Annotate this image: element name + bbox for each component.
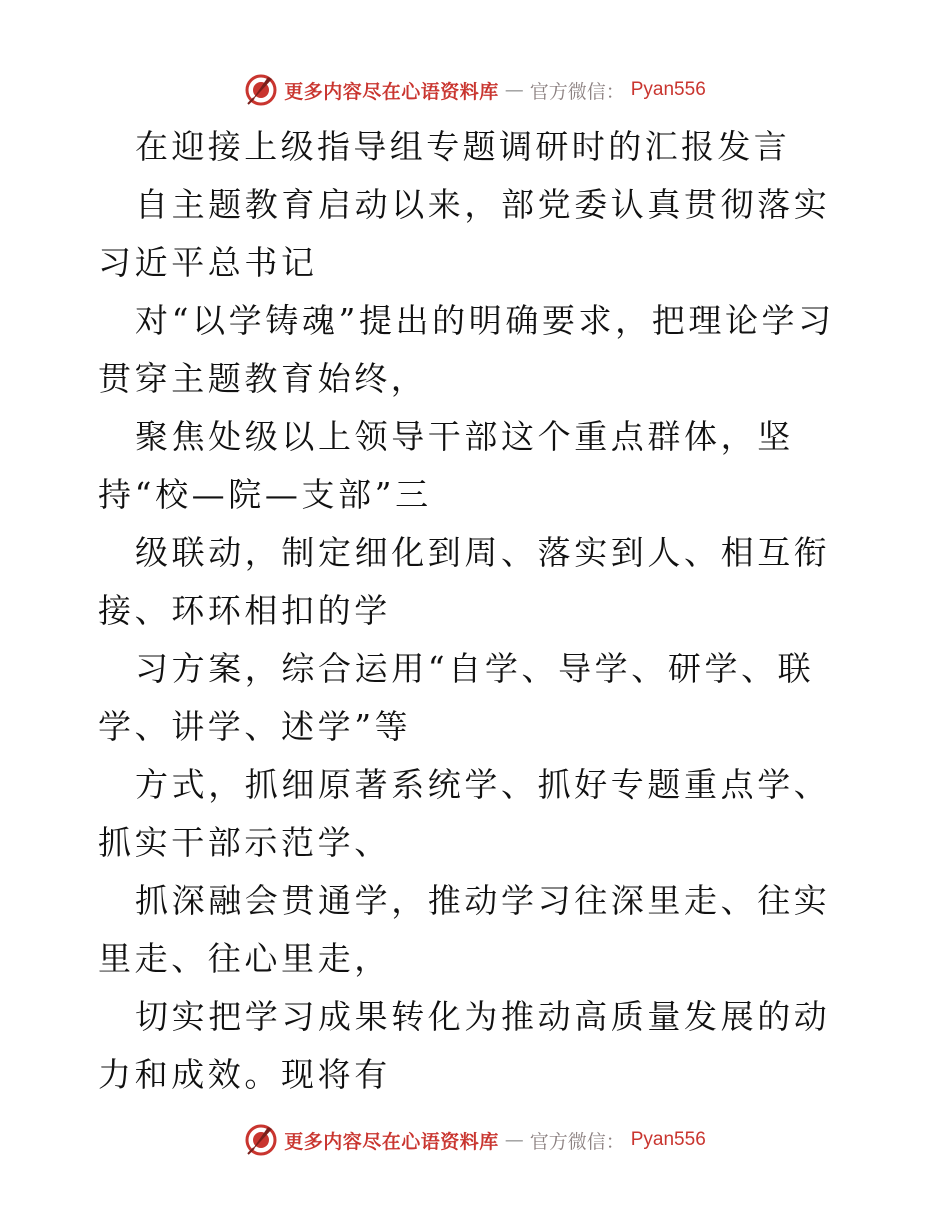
header-official-label: 官方微信：: [529, 80, 625, 103]
footer-wechat-id: Pyan556: [630, 1129, 706, 1150]
paragraph-5: 习方案，综合运用“自学、导学、研学、联学、讲学、述学”等: [98, 649, 815, 746]
document-body: [98, 118, 858, 1104]
header-separator: —: [504, 79, 524, 101]
footer-official-label: 官方微信：: [529, 1130, 625, 1153]
paragraph-3: 聚焦处级以上领导干部这个重点群体，坚持“校—院—支部”三: [98, 417, 794, 514]
header-wechat-id: Pyan556: [630, 79, 706, 100]
quill-pen-logo-icon: [244, 73, 278, 107]
paragraph-4: 级联动，制定细化到周、落实到人、相互衔接、环环相扣的学: [98, 533, 831, 630]
paragraph-7: 抓深融会贯通学，推动学习往深里走、往实里走、往心里走，: [98, 881, 831, 978]
footer-separator: —: [504, 1129, 524, 1151]
quill-pen-logo-icon: [244, 1123, 278, 1157]
header-banner: [0, 70, 950, 110]
paragraph-1: 自主题教育启动以来，部党委认真贯彻落实习近平总书记: [98, 185, 831, 282]
footer-brand-text: 更多内容尽在心语资料库: [284, 1130, 499, 1153]
footer-banner: [0, 1120, 950, 1160]
paragraph-2: 对“以学铸魂”提出的明确要求，把理论学习贯穿主题教育始终，: [98, 301, 835, 398]
paragraph-6: 方式，抓细原著系统学、抓好专题重点学、抓实干部示范学、: [98, 765, 831, 862]
document-title: 在迎接上级指导组专题调研时的汇报发言: [135, 127, 791, 166]
header-brand-text: 更多内容尽在心语资料库: [284, 80, 499, 103]
paragraph-8: 切实把学习成果转化为推动高质量发展的动力和成效。现将有: [98, 997, 831, 1094]
